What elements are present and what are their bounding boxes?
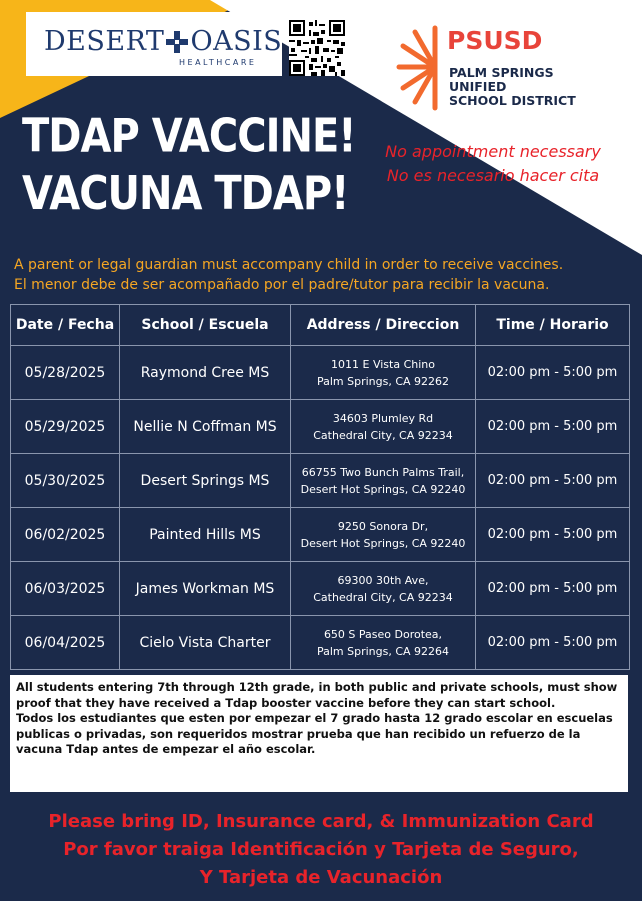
address-line-1: 9250 Sonora Dr, [337, 519, 429, 533]
headline [22, 108, 356, 223]
psusd-line-2: UNIFIED [449, 79, 507, 94]
address-line-2: Cathedral City, CA 92234 [313, 590, 453, 604]
address-line-1: 69300 30th Ave, [337, 573, 429, 587]
table-row [11, 616, 630, 670]
header-school: School / Escuela [120, 305, 291, 346]
bring-line-1: Please bring ID, Insurance card, & Immunization Card [48, 811, 594, 832]
row-address [291, 400, 476, 454]
row-date: 05/29/2025 [11, 400, 120, 454]
row-address [291, 508, 476, 562]
row-school: Desert Springs MS [120, 454, 291, 508]
row-school: Cielo Vista Charter [120, 616, 291, 670]
row-date: 06/03/2025 [11, 562, 120, 616]
row-address [291, 616, 476, 670]
sunburst-icon [395, 22, 443, 112]
row-date: 06/04/2025 [11, 616, 120, 670]
row-date: 05/28/2025 [11, 346, 120, 400]
notice-spanish: Todos los estudiantes que esten por empezar el 7 grado hasta 12 grado escolar en escuelas publicas o privadas, son requeridos mostrar prueba que han recibido un refuerzo de la vacuna Tdap antes de empezar el año escolar. [16, 711, 613, 756]
headline-spanish: VACUNA TDAP! [22, 167, 349, 221]
table-row [11, 562, 630, 616]
row-address [291, 562, 476, 616]
row-school: James Workman MS [120, 562, 291, 616]
header-date: Date / Fecha [11, 305, 120, 346]
address-line-2: Desert Hot Springs, CA 92240 [300, 536, 466, 550]
guardian-english: A parent or legal guardian must accompany child in order to receive vaccines. [14, 257, 564, 273]
row-date: 06/02/2025 [11, 508, 120, 562]
requirement-notice [10, 675, 628, 792]
psusd-title: PSUSD [447, 26, 543, 55]
logo-right-word: OASIS [190, 26, 283, 57]
no-appointment-english: No appointment necessary [385, 142, 601, 161]
address-line-2: Palm Springs, CA 92262 [316, 374, 450, 388]
address-line-2: Palm Springs, CA 92264 [316, 644, 450, 658]
guardian-spanish: El menor debe de ser acompañado por el padre/tutor para recibir la vacuna. [14, 277, 550, 293]
qr-code-icon [289, 20, 345, 76]
address-line-1: 1011 E Vista Chino [331, 357, 435, 371]
notice-english: All students entering 7th through 12th grade, in both public and private schools, must show proof that they have received a Tdap booster vaccine before they can start school. [16, 680, 618, 710]
row-time: 02:00 pm - 5:00 pm [476, 508, 630, 562]
no-appointment-spanish: No es necesario hacer cita [386, 166, 600, 185]
cross-icon [166, 31, 188, 53]
logo-left-word: DESERT [44, 26, 165, 57]
table-row [11, 454, 630, 508]
header-address: Address / Direccion [291, 305, 476, 346]
row-address [291, 454, 476, 508]
no-appointment-note [368, 140, 618, 188]
row-date: 05/30/2025 [11, 454, 120, 508]
table-row [11, 346, 630, 400]
table-header-row [11, 305, 630, 346]
row-time: 02:00 pm - 5:00 pm [476, 454, 630, 508]
psusd-logo [395, 22, 595, 112]
row-school: Painted Hills MS [120, 508, 291, 562]
psusd-subtitle [449, 66, 576, 108]
row-time: 02:00 pm - 5:00 pm [476, 346, 630, 400]
address-line-2: Desert Hot Springs, CA 92240 [300, 482, 466, 496]
table-row [11, 508, 630, 562]
row-time: 02:00 pm - 5:00 pm [476, 616, 630, 670]
address-line-1: 34603 Plumley Rd [332, 411, 434, 425]
row-address [291, 346, 476, 400]
row-time: 02:00 pm - 5:00 pm [476, 400, 630, 454]
logo-subtitle: HEALTHCARE [179, 58, 257, 67]
row-school: Nellie N Coffman MS [120, 400, 291, 454]
bring-line-2: Por favor traiga Identificación y Tarjeta de Seguro, [63, 839, 579, 860]
guardian-note [14, 255, 634, 295]
bring-line-3: Y Tarjeta de Vacunación [199, 867, 443, 888]
desert-oasis-logo [26, 12, 282, 76]
psusd-line-3: SCHOOL DISTRICT [449, 93, 576, 108]
headline-english: TDAP VACCINE! [22, 110, 356, 164]
schedule-table [10, 304, 630, 670]
address-line-2: Cathedral City, CA 92234 [313, 428, 453, 442]
psusd-line-1: PALM SPRINGS [449, 65, 554, 80]
row-time: 02:00 pm - 5:00 pm [476, 562, 630, 616]
address-line-1: 650 S Paseo Dorotea, [323, 627, 443, 641]
table-row [11, 400, 630, 454]
header-time: Time / Horario [476, 305, 630, 346]
row-school: Raymond Cree MS [120, 346, 291, 400]
address-line-1: 66755 Two Bunch Palms Trail, [301, 465, 465, 479]
bring-documents [0, 808, 642, 892]
